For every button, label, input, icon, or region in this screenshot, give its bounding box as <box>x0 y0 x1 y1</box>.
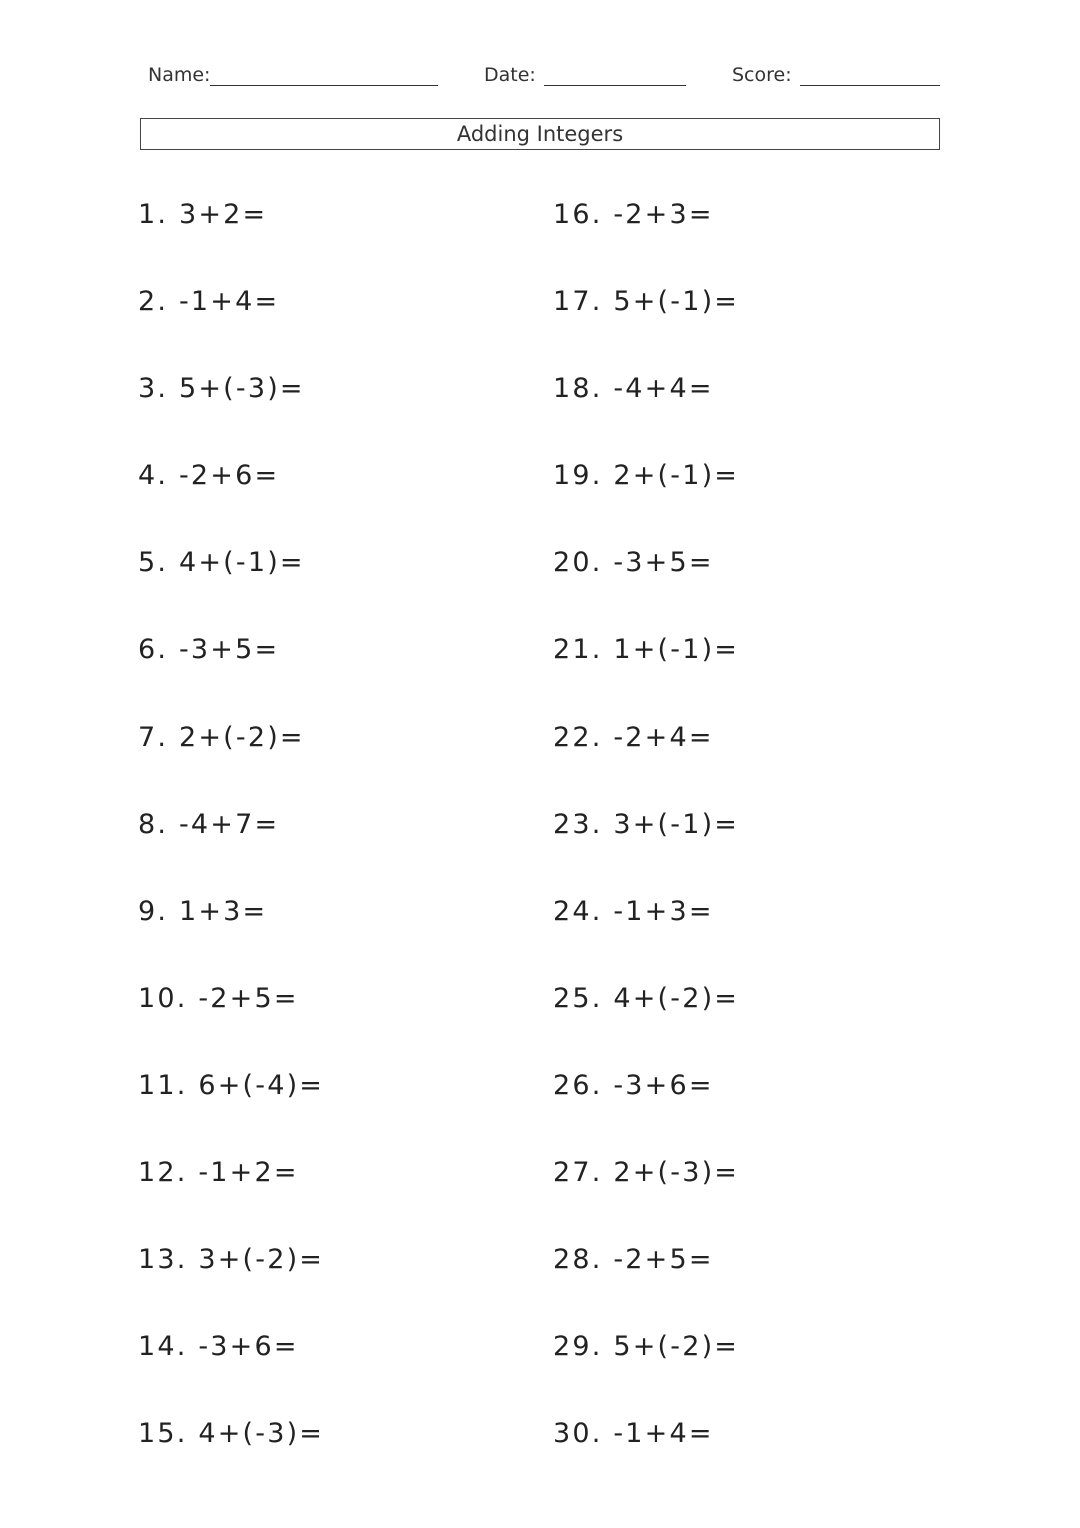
problem-item: 30. -1+4= <box>553 1418 714 1450</box>
problem-item: 16. -2+3= <box>553 199 714 230</box>
problem-item: 5. 4+(-1)= <box>138 547 305 579</box>
problem-item: 12. -1+2= <box>138 1157 299 1189</box>
problem-item: 23. 3+(-1)= <box>553 808 740 840</box>
problem-item: 26. -3+6= <box>553 1069 714 1101</box>
problem-item: 11. 6+(-4)= <box>138 1069 325 1101</box>
problem-item: 3. 5+(-3)= <box>138 373 305 405</box>
problem-item: 2. -1+4= <box>138 286 280 318</box>
problem-item: 24. -1+3= <box>553 895 714 927</box>
problem-item: 22. -2+4= <box>553 721 714 753</box>
problems-right-column <box>553 195 739 1501</box>
date-field[interactable] <box>484 64 686 86</box>
problem-item: 25. 4+(-2)= <box>553 982 740 1014</box>
problem-item: 15. 4+(-3)= <box>138 1418 325 1450</box>
problem-item: 10. -2+5= <box>138 982 299 1014</box>
problem-item: 17. 5+(-1)= <box>553 286 740 318</box>
problem-item: 4. -2+6= <box>138 460 280 492</box>
score-field[interactable] <box>732 64 940 86</box>
problem-item: 8. -4+7= <box>138 808 280 840</box>
problem-item: 9. 1+3= <box>138 895 268 927</box>
date-label: Date: <box>484 64 536 86</box>
problem-item: 28. -2+5= <box>553 1244 714 1276</box>
problem-item: 18. -4+4= <box>553 373 714 405</box>
date-blank-line[interactable] <box>544 67 686 86</box>
name-label: Name: <box>148 64 211 86</box>
worksheet-title: Adding Integers <box>140 118 940 150</box>
problems-left-column <box>138 195 324 1501</box>
problem-item: 19. 2+(-1)= <box>553 460 740 492</box>
problem-item: 6. -3+5= <box>138 634 280 666</box>
problem-item: 14. -3+6= <box>138 1331 299 1363</box>
problem-item: 20. -3+5= <box>553 547 714 579</box>
name-blank-line[interactable] <box>210 67 438 86</box>
name-field[interactable] <box>148 64 438 86</box>
problem-item: 21. 1+(-1)= <box>553 634 740 666</box>
problem-item: 13. 3+(-2)= <box>138 1244 325 1276</box>
problem-item: 1. 3+2= <box>138 199 268 230</box>
problem-item: 7. 2+(-2)= <box>138 721 305 753</box>
problem-item: 29. 5+(-2)= <box>553 1331 740 1363</box>
score-label: Score: <box>732 64 792 86</box>
score-blank-line[interactable] <box>800 67 940 86</box>
problem-item: 27. 2+(-3)= <box>553 1157 740 1189</box>
